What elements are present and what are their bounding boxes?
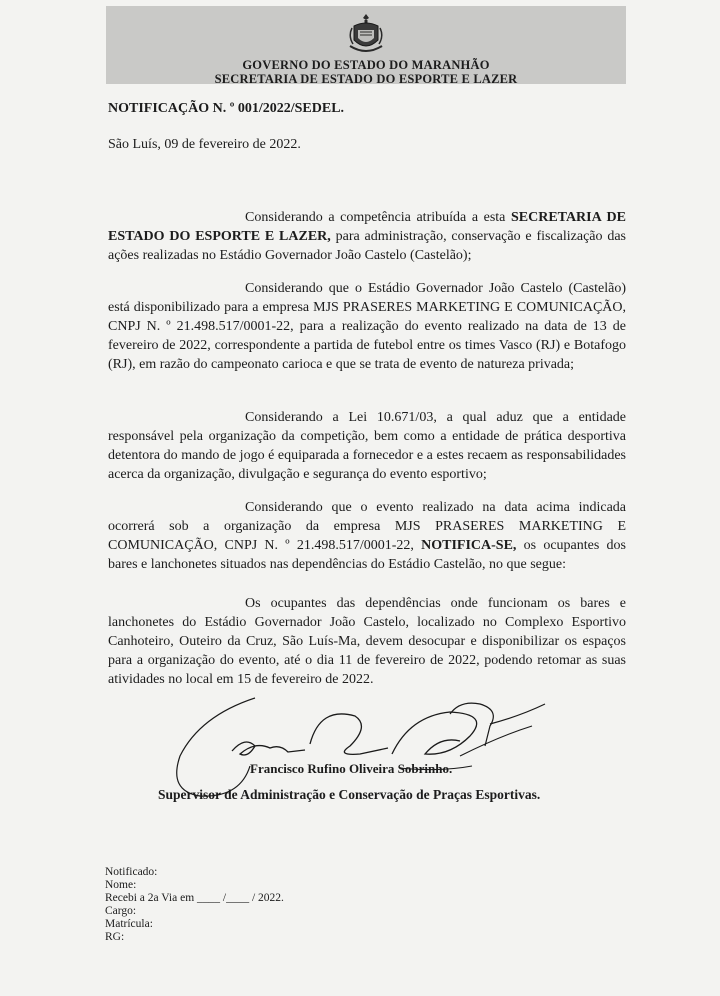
notificado-label: Notificado: — [105, 866, 158, 878]
matricula-label: Matrícula: — [105, 918, 153, 930]
paragraph-order: Os ocupantes das dependências onde funcionam os bares e lanchonetes do Estádio Governador João Castelo, localizado no Complexo Esportivo Canhoteiro, Outeiro da Cruz, São Luís-Ma, devem desocupar e disponibilizar os espaços para a organização do evento, até o dia 11 de fevereiro de 2022, podendo retomar as suas atividades no local em 15 de fevereiro de 2022. — [108, 596, 626, 687]
paragraph-text: os ocupantes dos bares e lanchonetes situados nas dependências do Estádio Castelão, no que segue: — [108, 538, 626, 572]
notification-title: NOTIFICAÇÃO N. º 001/2022/SEDEL. — [108, 101, 345, 116]
maranhao-coat-of-arms-icon — [348, 12, 384, 56]
recebi-label: Recebi a 2a Via em ____ /____ / 2022. — [105, 892, 284, 904]
paragraph-competence — [108, 208, 626, 265]
notified-block — [105, 866, 284, 944]
signer-role: Supervisor de Administração e Conservação de Praças Esportivas. — [158, 787, 541, 802]
cargo-label: Cargo: — [105, 905, 137, 917]
document-date: São Luís, 09 de fevereiro de 2022. — [108, 137, 301, 152]
signer-name: Francisco Rufino Oliveira Sobrinho. — [250, 761, 453, 776]
government-name: GOVERNO DO ESTADO DO MARANHÃO — [242, 58, 490, 72]
paragraph-text: para administração, conservação e fiscalização das ações realizadas no Estádio Governador João Castelo (Castelão); — [108, 229, 627, 263]
rg-label: RG: — [105, 931, 125, 943]
paragraph-notification — [108, 498, 626, 574]
paragraph-bold-text: SECRETARIA DE ESTADO DO ESPORTE E LAZER, — [108, 210, 626, 244]
paragraph-text: Considerando a competência atribuída a esta — [245, 210, 511, 225]
paragraph-stadium: Considerando que o Estádio Governador João Castelo (Castelão) está disponibilizado para a empresa MJS PRASERES MARKETING E COMUNICAÇÃO, CNPJ N. º 21.498.517/0001-22, para a realização do evento realizado na data de 13 de fevereiro de 2022, correspondente a partida de futebol entre os times Vasco (RJ) e Botafogo (RJ), em razão do campeonato carioca e que se trata de evento de natureza privada; — [108, 281, 626, 372]
nome-label: Nome: — [105, 879, 137, 891]
paragraph-law: Considerando a Lei 10.671/03, a qual aduz que a entidade responsável pela organização da competição, bem como a entidade de prática desportiva detentora do mando de jogo é equiparada a fornecedor e a estes recaem as responsabilidades acerca da organização, divulgação e segurança do evento esportivo; — [108, 410, 626, 482]
paragraph-text: Considerando que o evento realizado na data acima indicada ocorrerá sob a organização da empresa MJS PRASERES MARKETING E COMUNICAÇÃO, CNPJ N. º 21.498.517/0001-22, — [108, 500, 626, 553]
paragraph-bold-text: NOTIFICA-SE, — [421, 538, 517, 553]
secretariat-name: SECRETARIA DE ESTADO DO ESPORTE E LAZER — [214, 72, 518, 86]
letterhead — [106, 6, 626, 84]
